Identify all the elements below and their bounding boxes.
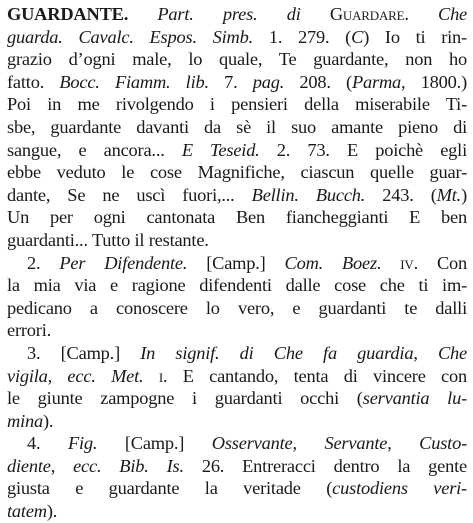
entry-text-segment: custodiens veri- <box>332 478 467 499</box>
entry-text-segment: C <box>351 26 364 47</box>
entry-text-segment: 4. <box>27 433 68 454</box>
entry-line <box>7 26 467 49</box>
entry-line <box>7 387 467 410</box>
entry-text-segment: Com. Boez. <box>284 252 382 273</box>
entry-line <box>7 139 467 162</box>
entry-text-segment <box>301 4 330 24</box>
entry-text-segment: 243. ( <box>365 184 437 205</box>
entry-text-segment: Servante <box>324 433 388 454</box>
entry-text-segment: 3. [Camp.] <box>27 342 141 363</box>
entry-line <box>7 319 467 342</box>
entry-text-segment: In signif. <box>140 342 220 363</box>
entry-text-segment <box>219 343 239 363</box>
entry-text-segment: 26. Entreracci dentro la gente <box>183 455 468 476</box>
entry-text-segment: Poi in me rivolgendo i pensieri della miserabile Ti- <box>7 94 467 115</box>
entry-text-segment: mina <box>7 410 43 431</box>
entry-text-segment: fatto. <box>7 71 60 92</box>
entry-text-segment: giusta e guardante la veritade ( <box>7 478 333 499</box>
entry-text-segment: diente, ecc. Bib. Is. <box>7 455 184 476</box>
entry-line <box>7 93 467 116</box>
entry-text-segment: , <box>387 433 420 454</box>
entry-line <box>7 500 467 523</box>
entry-text-segment: dante, Se ne uscì fuori,... <box>7 184 252 205</box>
entry-text-segment <box>381 253 400 273</box>
dictionary-entry-guardante <box>7 3 467 523</box>
entry-text-segment: pag. <box>252 71 285 92</box>
entry-line <box>7 229 467 252</box>
entry-text-segment: Part. pres. <box>157 4 258 24</box>
entry-text-segment <box>128 4 157 24</box>
entry-text-segment: iv <box>400 252 414 273</box>
entry-line <box>7 161 467 184</box>
entry-line <box>7 48 467 71</box>
entry-text-segment: la mia via e ragione difendenti dalle cose che ti im- <box>7 275 467 296</box>
entry-text-segment: Parma <box>351 71 402 92</box>
entry-text-segment: . Con <box>413 252 468 273</box>
entry-text-segment: , <box>292 433 325 454</box>
entry-line <box>7 252 467 275</box>
entry-text-segment: guardanti... Tutto il restante. <box>7 229 209 250</box>
entry-line <box>7 297 467 320</box>
entry-text-segment <box>143 366 158 386</box>
entry-text-segment: tatem <box>7 501 47 522</box>
entry-text-segment: Custo- <box>419 433 468 454</box>
entry-line <box>7 3 467 26</box>
entry-text-segment: ) <box>461 184 467 205</box>
entry-text-segment: Osservante <box>211 433 293 454</box>
entry-text-segment: grazio d’ogni male, lo quale, Te guardante, non ho <box>7 49 467 70</box>
entry-text-segment: Mt. <box>436 184 462 205</box>
entry-line <box>7 432 467 455</box>
entry-text-segment: servantia lu- <box>362 388 468 409</box>
entry-text-segment: [Camp.] <box>97 433 212 454</box>
entry-text-segment: GUARDANTE. <box>7 4 129 24</box>
entry-text-segment: Che <box>438 4 468 24</box>
entry-text-segment: 2. 73. E poichè egli <box>259 139 467 160</box>
entry-line <box>7 477 467 500</box>
entry-text-segment: errori. <box>7 320 52 341</box>
entry-text-segment <box>257 4 286 24</box>
entry-text-segment: Bocc. Fiamm. lib. <box>59 71 209 92</box>
entry-line <box>7 184 467 207</box>
entry-text-segment: sbe, guardante davanti da sè il suo amante pieno di <box>7 116 467 137</box>
entry-text-segment: di Che fa guardia <box>239 342 414 363</box>
entry-line <box>7 455 467 478</box>
entry-line <box>7 71 467 94</box>
entry-text-segment: ebbe veduto le cose Magnifiche, ciascun quelle guar- <box>7 162 467 183</box>
entry-text-segment: Per Difendente. <box>59 252 188 273</box>
entry-text-segment: guarda. Cavalc. Espos. Simb. <box>7 26 254 47</box>
entry-text-segment: . E cantando, tenta di vincere con <box>162 365 467 386</box>
entry-line <box>7 410 467 433</box>
entry-text-segment: ) Io ti rin- <box>363 26 467 47</box>
entry-text-segment: 208. ( <box>284 71 352 92</box>
entry-text-segment: pedicano a conoscere lo vero, e guardanti te dalli <box>7 297 467 318</box>
entry-text-segment <box>409 4 438 24</box>
entry-text-segment: ). <box>42 410 54 431</box>
entry-text-segment: 1. 279. ( <box>253 26 352 47</box>
entry-text-segment: Che <box>437 342 467 363</box>
entry-line <box>7 116 467 139</box>
entry-text-segment: Un per ogni cantonata Ben fiancheggianti E ben <box>7 207 467 228</box>
entry-text-segment: di <box>286 4 301 24</box>
entry-text-segment: vigila, ecc. Met. <box>7 365 144 386</box>
entry-line <box>7 274 467 297</box>
entry-text-segment: 7. <box>208 71 253 92</box>
entry-text-segment: le giunte zampogne i guardanti occhi ( <box>7 388 363 409</box>
entry-text-segment: Guardare. <box>329 4 409 24</box>
entry-text-segment: , <box>413 342 438 363</box>
entry-line <box>7 342 467 365</box>
entry-text-segment: 2. <box>27 252 60 273</box>
entry-line <box>7 365 467 388</box>
entry-text-segment: Fig. <box>67 433 98 454</box>
entry-text-segment: , 1800.) <box>401 71 467 92</box>
entry-text-segment: sangue, e ancora... <box>7 139 182 160</box>
entry-line <box>7 206 467 229</box>
entry-text-segment: i <box>158 365 163 386</box>
entry-text-segment: Bellin. Bucch. <box>251 184 366 205</box>
entry-text-segment: ). <box>46 501 58 522</box>
entry-text-segment: E Teseid. <box>181 139 260 160</box>
entry-text-segment: [Camp.] <box>187 252 285 273</box>
